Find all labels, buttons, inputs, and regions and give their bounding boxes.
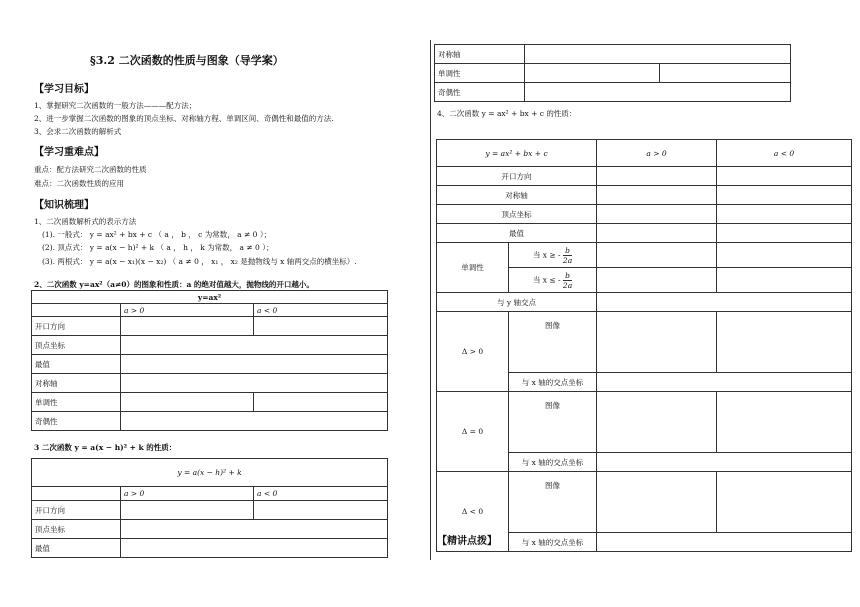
form-roots: (3). 两根式： y = a(x − x₁)(x − x₂) （ a ≠ 0 ， x₁ ， x₂ 是抛物线与 x 轴两交点的横坐标）. <box>42 257 357 266</box>
section3-table-continued <box>434 44 791 102</box>
section3-table <box>31 458 388 558</box>
answer-cell[interactable] <box>121 501 254 520</box>
answer-cell[interactable] <box>717 167 852 186</box>
row-label: 与 y 轴交点 <box>437 293 597 312</box>
answer-cell[interactable] <box>121 520 388 539</box>
difficulty-text: 难点：二次函数性质的应用 <box>34 179 124 188</box>
answer-cell[interactable] <box>121 393 254 412</box>
image-label: 图像 <box>509 392 597 453</box>
graph-area[interactable] <box>597 392 717 453</box>
closing-heading: 【精讲点拨】 <box>437 536 497 547</box>
col-a-neg: a < 0 <box>717 140 852 167</box>
delta-label: Δ > 0 <box>437 312 509 392</box>
image-label: 图像 <box>509 472 597 533</box>
answer-cell[interactable] <box>121 539 388 558</box>
table-title: y = a(x − h)² + k <box>32 459 388 487</box>
delta-label: Δ < 0 <box>437 472 509 552</box>
answer-cell[interactable] <box>597 205 717 224</box>
row-label: 对称轴 <box>32 374 121 393</box>
form-general: (1). 一般式： y = ax² + bx + c （ a ， b ， c 为常数， a ≠ 0 ）； <box>42 230 272 239</box>
col-a-neg: a < 0 <box>254 487 388 501</box>
key-points-heading: 【学习重难点】 <box>34 147 104 158</box>
row-label: 对称轴 <box>435 45 525 64</box>
row-label: 单调性 <box>437 243 509 293</box>
answer-cell[interactable] <box>597 268 717 293</box>
answer-cell[interactable] <box>597 224 717 243</box>
answer-cell[interactable] <box>597 243 717 268</box>
section2-intro: 2、二次函数 y=ax²（a≠0）的图象和性质：a 的绝对值越大，抛物线的开口越小。 <box>34 280 314 289</box>
answer-cell[interactable] <box>660 64 791 83</box>
graph-area[interactable] <box>597 472 717 533</box>
answer-cell[interactable] <box>597 453 852 472</box>
answer-cell[interactable] <box>717 268 852 293</box>
row-label: 开口方向 <box>32 317 121 336</box>
table-title: y=ax² <box>32 291 388 304</box>
answer-cell[interactable] <box>717 205 852 224</box>
answer-cell[interactable] <box>717 186 852 205</box>
answer-cell[interactable] <box>597 167 717 186</box>
intersect-label: 与 x 轴的交点坐标 <box>509 453 597 472</box>
intersect-label: 与 x 轴的交点坐标 <box>509 533 597 552</box>
answer-cell[interactable] <box>121 374 388 393</box>
col-a-neg: a < 0 <box>254 304 388 317</box>
image-label: 图像 <box>509 312 597 373</box>
row-label: 顶点坐标 <box>32 520 121 539</box>
answer-cell[interactable] <box>254 501 388 520</box>
section4-intro: 4、二次函数 y = ax² + bx + c 的性质： <box>437 109 577 118</box>
intersect-label: 与 x 轴的交点坐标 <box>509 373 597 392</box>
section2-table <box>31 290 388 431</box>
objective-3: 3、会求二次函数的解析式 <box>34 127 122 136</box>
row-label: 奇偶性 <box>32 412 121 431</box>
graph-area[interactable] <box>597 312 717 373</box>
row-label: 开口方向 <box>32 501 121 520</box>
knowledge-heading: 【知识梳理】 <box>34 200 94 211</box>
answer-cell[interactable] <box>717 224 852 243</box>
col-a-pos: a > 0 <box>597 140 717 167</box>
answer-cell[interactable] <box>525 64 660 83</box>
answer-cell[interactable] <box>254 393 388 412</box>
answer-cell[interactable] <box>121 317 254 336</box>
focus-text: 重点：配方法研究二次函数的性质 <box>34 165 147 174</box>
row-label: 最值 <box>32 355 121 374</box>
table-header: y = ax² + bx + c <box>437 140 597 167</box>
row-label: 最值 <box>437 224 597 243</box>
answer-cell[interactable] <box>717 243 852 268</box>
row-label: 单调性 <box>32 393 121 412</box>
row-label: 开口方向 <box>437 167 597 186</box>
answer-cell[interactable] <box>597 533 852 552</box>
page-title: §3.2 二次函数的性质与图象（导学案） <box>90 54 284 67</box>
column-divider <box>430 40 431 560</box>
mono-condition-1: 当 x ≥ - $\frac{b}{2a}$ <box>509 243 597 268</box>
answer-cell[interactable] <box>121 355 388 374</box>
objectives-heading: 【学习目标】 <box>34 84 94 95</box>
delta-label: Δ = 0 <box>437 392 509 472</box>
row-label: 单调性 <box>435 64 525 83</box>
graph-area[interactable] <box>717 312 852 373</box>
answer-cell[interactable] <box>121 336 388 355</box>
graph-area[interactable] <box>717 472 852 533</box>
answer-cell[interactable] <box>254 317 388 336</box>
answer-cell[interactable] <box>525 45 791 64</box>
section4-table <box>436 139 852 552</box>
knowledge-intro: 1、二次函数解析式的表示方法 <box>34 217 137 226</box>
answer-cell[interactable] <box>525 83 791 102</box>
answer-cell[interactable] <box>597 186 717 205</box>
objective-2: 2、进一步掌握二次函数的图象的顶点坐标、对称轴方程、单调区间、奇偶性和最值的方法. <box>34 114 334 123</box>
section3-intro: 3 二次函数 y = a(x − h)² + k 的性质： <box>34 443 177 452</box>
row-label: 顶点坐标 <box>437 205 597 224</box>
row-label: 最值 <box>32 539 121 558</box>
mono-condition-2: 当 x ≤ - $\frac{b}{2a}$ <box>509 268 597 293</box>
col-a-pos: a > 0 <box>121 304 254 317</box>
graph-area[interactable] <box>717 392 852 453</box>
answer-cell[interactable] <box>121 412 388 431</box>
row-label: 奇偶性 <box>435 83 525 102</box>
row-label: 对称轴 <box>437 186 597 205</box>
row-label: 顶点坐标 <box>32 336 121 355</box>
form-vertex: (2). 顶点式： y = a(x − h)² + k （ a ， h ， k 为常数， a ≠ 0 ）； <box>42 243 274 252</box>
answer-cell[interactable] <box>597 293 852 312</box>
answer-cell[interactable] <box>597 373 852 392</box>
objective-1: 1、掌握研究二次函数的一般方法———配方法； <box>34 101 197 110</box>
col-a-pos: a > 0 <box>121 487 254 501</box>
